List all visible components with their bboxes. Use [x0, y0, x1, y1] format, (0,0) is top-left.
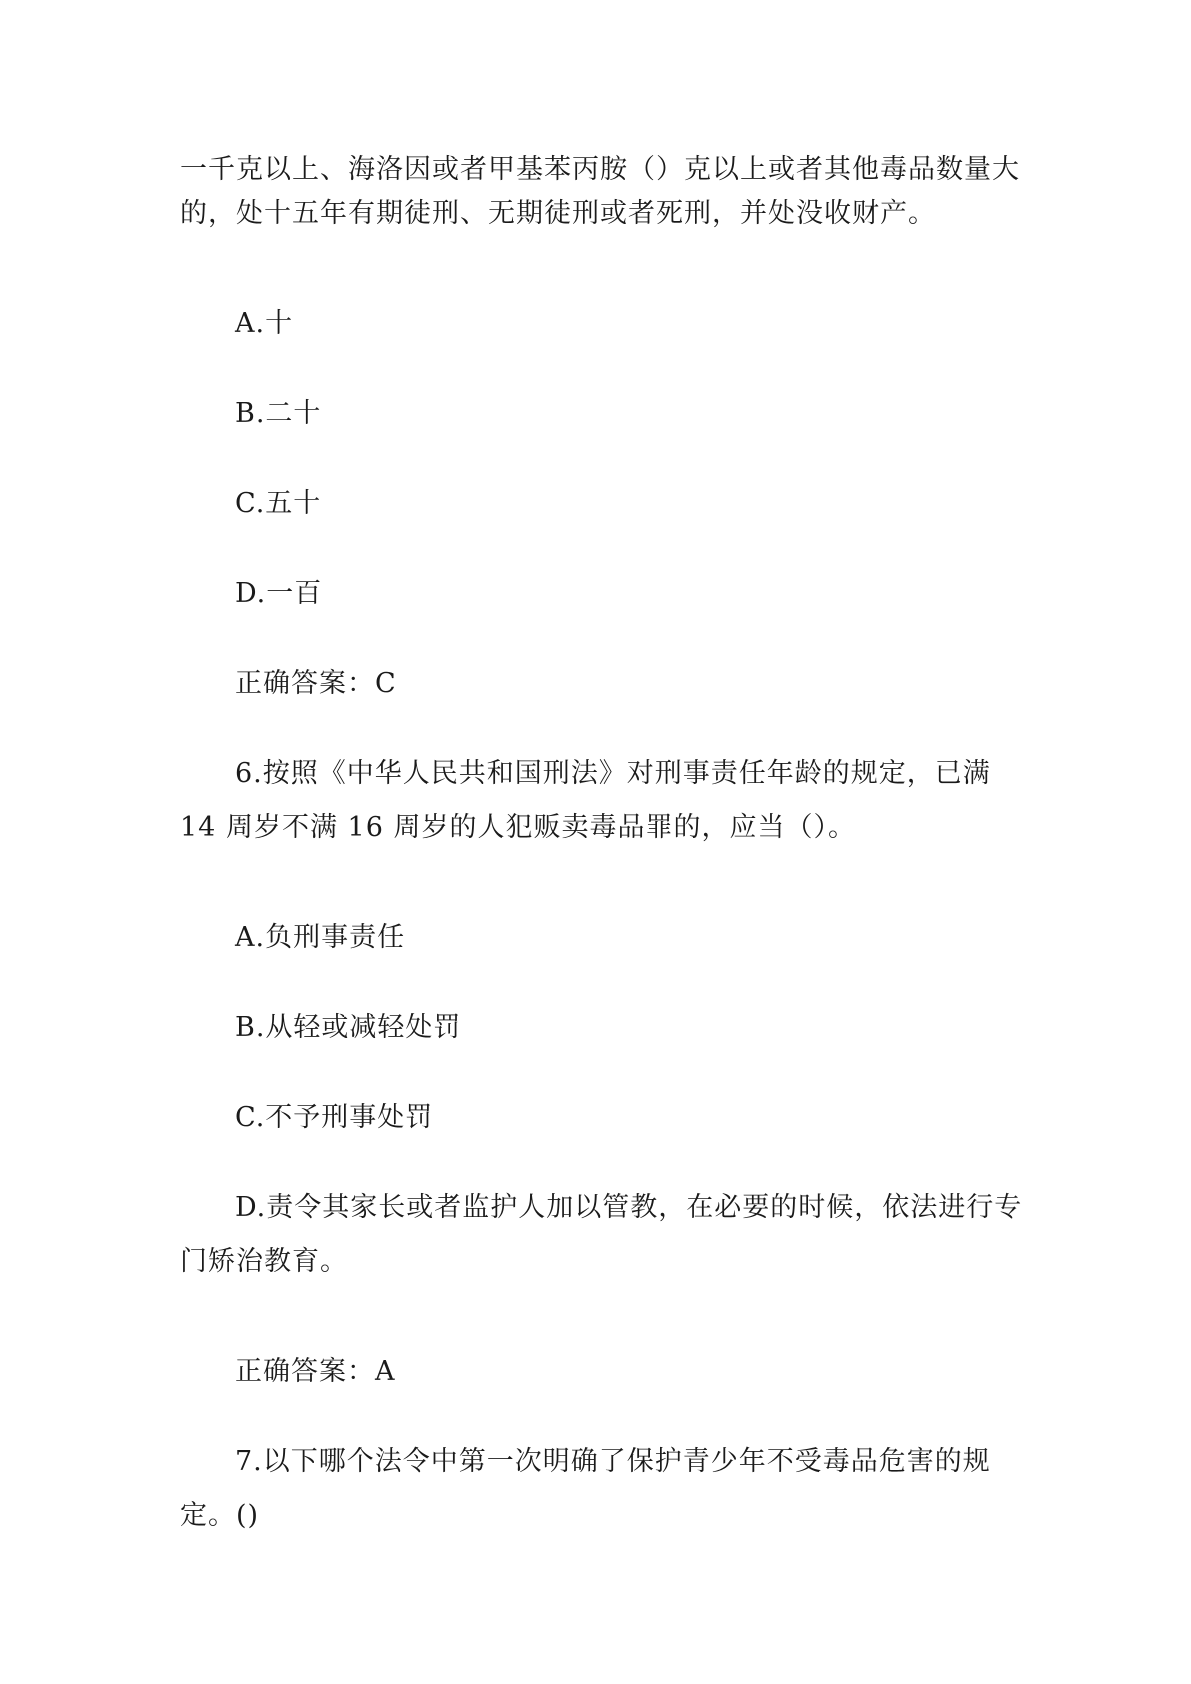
q6-stem-line-1: 6.按照《中华人民共和国刑法》对刑事责任年龄的规定，已满	[235, 758, 991, 789]
q6-option-d-line-1: D.责令其家长或者监护人加以管教，在必要的时候，依法进行专	[235, 1192, 1023, 1223]
q5-stem-line-2: 的，处十五年有期徒刑、无期徒刑或者死刑，并处没收财产。	[180, 198, 936, 229]
q6-option-c: C.不予刑事处罚	[235, 1102, 434, 1133]
q7-stem-line-2: 定。()	[180, 1500, 260, 1531]
q6-option-a: A.负刑事责任	[235, 922, 406, 953]
q6-stem-line-2: 14 周岁不满 16 周岁的人犯贩卖毒品罪的，应当（）。	[180, 812, 856, 843]
q7-stem-line-1: 7.以下哪个法令中第一次明确了保护青少年不受毒品危害的规	[235, 1446, 991, 1477]
q5-option-b: B.二十	[235, 398, 322, 429]
q5-option-d: D.一百	[235, 578, 323, 609]
q6-option-d-line-2: 门矫治教育。	[180, 1246, 348, 1277]
q5-answer: 正确答案：C	[235, 668, 397, 699]
q6-option-b: B.从轻或减轻处罚	[235, 1012, 462, 1043]
q5-option-c: C.五十	[235, 488, 322, 519]
q5-stem-line-1: 一千克以上、海洛因或者甲基苯丙胺（）克以上或者其他毒品数量大	[180, 154, 1020, 185]
q5-option-a: A.十	[235, 308, 294, 339]
q6-answer: 正确答案：A	[235, 1356, 396, 1387]
